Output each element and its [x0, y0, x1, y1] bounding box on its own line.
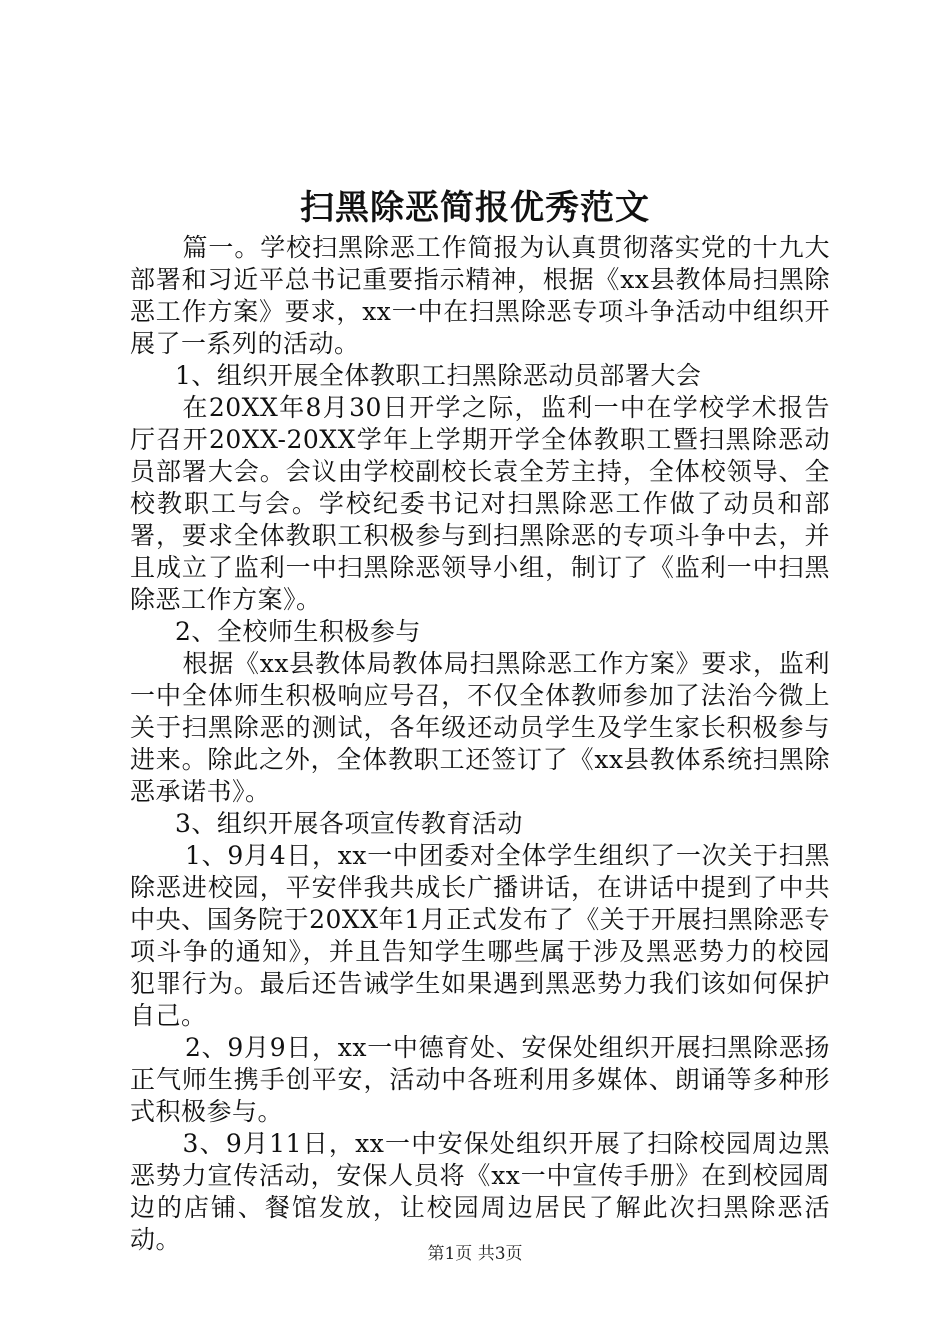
paragraph-activity-1: 1、9月4日，xx一中团委对全体学生组织了一次关于扫黑除恶进校园，平安伴我共成长广播讲话，在讲话中提到了中共中央、国务院于20XX年1月正式发布了《关于开展扫黑除恶专项斗争的通知》，并且告知学生哪些属于涉及黑恶势力的校园犯罪行为。最后还告诫学生如果遇到黑恶势力我们该如何保护自己。: [130, 841, 830, 1030]
section-heading-2: 2、全校师生积极参与: [175, 617, 421, 646]
paragraph-intro: 篇一。学校扫黑除恶工作简报为认真贯彻落实党的十九大部署和习近平总书记重要指示精神，根据《xx县教体局扫黑除恶工作方案》要求，xx一中在扫黑除恶专项斗争活动中组织开展了一系列的活动。: [130, 233, 830, 358]
paragraph-activity-3: 3、9月11日，xx一中安保处组织开展了扫除校园周边黑恶势力宣传活动，安保人员将《xx一中宣传手册》在到校园周边的店铺、餐馆发放，让校园周边居民了解此次扫黑除恶活动。: [130, 1129, 830, 1254]
document-body: [130, 232, 830, 1256]
document-title: 扫黑除恶简报优秀范文: [300, 188, 650, 228]
paragraph-participation: 根据《xx县教体局教体局扫黑除恶工作方案》要求，监利一中全体师生积极响应号召，不仅全体教师参加了法治今微上关于扫黑除恶的测试，各年级还动员学生及学生家长积极参与进来。除此之外，全体教职工还签订了《xx县教体系统扫黑除恶承诺书》。: [130, 649, 830, 806]
section-heading-3: 3、组织开展各项宣传教育活动: [175, 809, 523, 838]
section-heading-1: 1、组织开展全体教职工扫黑除恶动员部署大会: [175, 361, 702, 390]
paragraph-activity-2: 2、9月9日，xx一中德育处、安保处组织开展扫黑除恶扬正气师生携手创平安，活动中各班利用多媒体、朗诵等多种形式积极参与。: [130, 1033, 830, 1126]
page-footer: 第1页 共3页: [427, 1244, 523, 1264]
paragraph-meeting: 在20XX年8月30日开学之际，监利一中在学校学术报告厅召开20XX-20XX学年上学期开学全体教职工暨扫黑除恶动员部署大会。会议由学校副校长袁全芳主持，全体校领导、全校教职工与会。学校纪委书记对扫黑除恶工作做了动员和部署，要求全体教职工积极参与到扫黑除恶的专项斗争中去，并且成立了监利一中扫黑除恶领导小组，制订了《监利一中扫黑除恶工作方案》。: [130, 393, 830, 614]
